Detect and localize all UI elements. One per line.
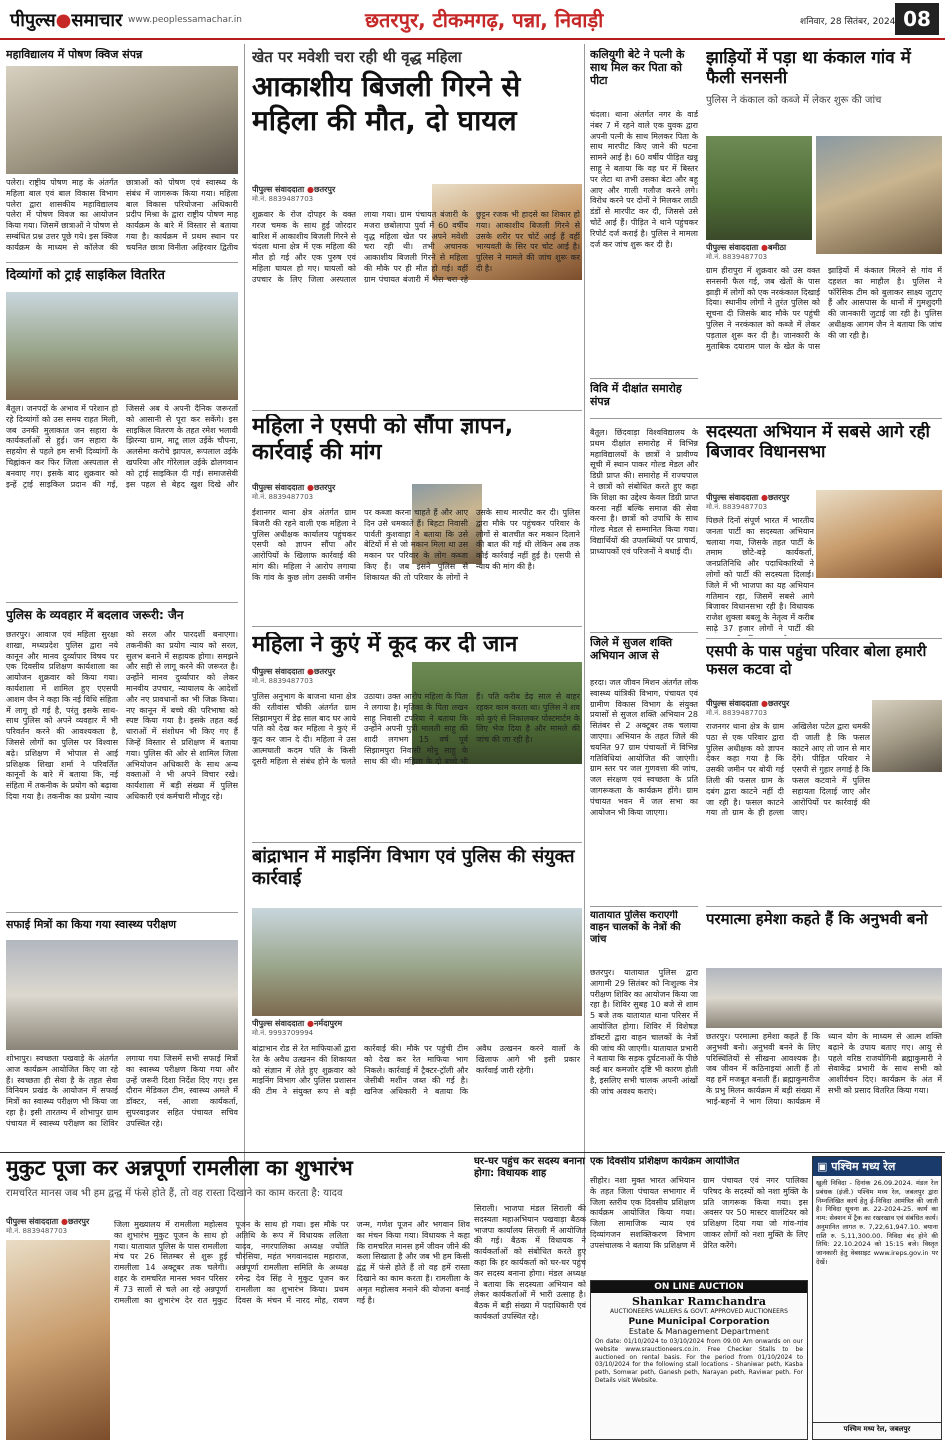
section-divider <box>6 262 238 263</box>
location-pin-icon: ● <box>306 667 314 676</box>
article-body <box>590 110 698 370</box>
body-text: समझने और सही से लागू करने की जरूरत है। उन्होंने मानव दुर्व्यापार को लेकर मानवीय उपचार, न्यायालय के आदेशों और नए प्रावधानों का भी जिक्र किया। नए कानून में बच्चे की परिभाषा को स्पष्ट किया गया है। इसके तहत कई धाराओं में संशोधन भी किए गए हैं जिन्हें विस्तार से प्रशिक्षण में बताया गया। पुलिस की ओर से शामिल जिला अभियोजन अधिकारी के साथ अन्य वक्ताओं ने भी अपने विचार रखे। कार्यशाला में बड़ी संख्या में पुलिस अधिकारी एवं कर्मचारी मौजूद रहे। <box>126 651 238 801</box>
location-pin-icon: ● <box>60 1217 68 1226</box>
headline-text: कलियुगी बेटे ने पत्नी के साथ मिल कर पिता को पीटा <box>590 48 685 88</box>
body-text: चंदला। थाना अंतर्गत नगर के वार्ड नंबर 7 में रहने वाले एक युवक द्वारा अपनी पत्नी के साथ मिलकर पिता के साथ मारपीट किए जाने की घटना सामने आई है। 60 वर्षीय पीड़ित खन्नू साहू ने बताया कि वह घर में बिस्तर पर लेटा था तभी उसका बेटा और बहू आए और गाली गलौज करने लगे। विरोध करने पर दोनों ने मिलकर लाठी डंडों से मारपीट कर दी, जिससे उसे चोटें आई हैं। पीड़ित ने थाने पहुंचकर रिपोर्ट दर्ज कराई है। पुलिस ने मामला दर्ज कर जांच शुरू कर दी है। <box>590 110 698 249</box>
article-headline <box>6 268 240 288</box>
bushes-photo <box>706 136 812 240</box>
byline-mobile: मो.नं. 9993709994 <box>252 1029 314 1037</box>
location-pin-icon: ● <box>306 483 314 492</box>
rail-ad-footer: पश्चिम मध्य रेल, जबलपुर <box>813 1422 941 1434</box>
ad-subtitle: AUCTIONEERS VALUERS & GOVT. APPROVED AUCTIONEERS <box>610 1308 788 1315</box>
location-pin-icon: ● <box>760 493 768 502</box>
body-text: जिला मुख्यालय में रामलीला महोत्सव का शुभारंभ मुकुट पूजन के साथ हो गया। यातायात पुलिस के पास रामलीला मंच पर 26 सितम्बर से शुरू हुई रामलीला 14 अक्टूबर तक चलेगी। शहर के रामचरित मानस भवन परिसर में 73 सालों से चले आ रहे अन्नपूर्णा रामलीला का शुभारंभ देर रात मुकुट पूजन के साथ हो गया। इस मौके पर अतिथि के रूप में विधायक ललिता यादव, नगरपालिका अध्यक्ष ज्योति चौरसिया, महंत भगवानदास महाराज, अन्नपूर्णा रामलीला समिति के अध्यक्ष रमेन्द्र देव सिंह ने मुकुट पूजन कर रामलीला का शुभारंभ किया। प्रथम दिवस के मंचन में नारद मोह, रावण जन्म, गणेश पूजन और भगवान शिव का मंचन किया गया। विधायक ने कहा कि रामचरित मानस हमें जीवन जीने की कला सिखाता है और जब भी हम किसी द्वंद्व में फंसे होते हैं तो वह हमें रास्ता दिखाने का काम करता है। रामलीला के अमृत महोत्सव मनाने की योजना बनाई गई है। <box>114 1220 470 1305</box>
article-body <box>6 630 238 910</box>
byline <box>706 492 816 514</box>
byline-mobile: मो.नं. 8839487703 <box>706 709 768 717</box>
train-icon: ▣ <box>817 1160 828 1173</box>
article-body <box>590 678 698 898</box>
article-headline <box>6 1156 470 1216</box>
article-headline <box>474 1156 586 1202</box>
byline-place: छतरपुर <box>313 483 336 492</box>
section-divider <box>252 842 582 843</box>
region-title: छतरपुर, टीकमगढ़, पन्ना, निवाड़ी <box>365 8 604 32</box>
section-divider <box>706 638 942 639</box>
article-body <box>114 1220 470 1440</box>
ramlila-photo <box>6 1240 110 1440</box>
ad-client: Pune Municipal Corporation <box>628 1317 770 1327</box>
article-body <box>6 178 238 256</box>
byline-mobile: मो.नं. 8839487703 <box>252 677 314 685</box>
column-divider <box>244 44 245 1269</box>
byline-name: पीपुल्स संवाददाता <box>252 667 305 676</box>
page-number: 08 <box>895 3 939 35</box>
website-link[interactable]: www.peoplessamachar.in <box>128 15 242 25</box>
headline-text: विवि में दीक्षांत समारोह संपन्न <box>590 382 682 409</box>
rail-ad-header <box>813 1157 941 1176</box>
byline-name: पीपुल्स संवाददाता <box>252 1019 305 1028</box>
byline <box>252 482 432 504</box>
subheadline-text: पुलिस ने कंकाल को कब्जे में लेकर शुरू की जांच <box>706 94 882 106</box>
article-body <box>252 692 580 840</box>
article-headline <box>6 608 240 628</box>
gathering-photo <box>706 968 942 1028</box>
article-headline <box>252 846 580 906</box>
byline-mobile: मो.नं. 8839487703 <box>6 1227 68 1235</box>
article-body <box>590 968 698 1148</box>
article-headline <box>590 1156 808 1174</box>
rail-ad-text: खुली निविदा - दिनांक 26.09.2024. मंडल रेल प्रबंधक (इंजी.) पश्चिम मध्य रेल, जबलपुर द्वारा निम्नलिखित कार्य हेतु ई-निविदा आमंत्रित की जाती है। निविदा सूचना क्र. 22-2024-25. कार्य का नाम: सेक्शन में ट्रैक का रखरखाव एवं संबंधित कार्य। अनुमानित लागत रु. 7,22,61,947.10. बयाना राशि रु. 5,11,300.00. निविदा बंद होने की तिथि: 22.10.2024 को 15:15 बजे। विस्तृत जानकारी हेतु वेबसाइट www.ireps.gov.in पर देखें। <box>816 1179 938 1266</box>
article-headline <box>590 48 698 108</box>
body-text: छतरपुर। आवाज एवं महिला सुरक्षा शाखा, मध्यप्रदेश पुलिस द्वारा नये कानून और मानव दुर्व्यापार विषय पर एक दिवसीय प्रशिक्षण कार्यशाला का आयोजन शुक्रवार को किया गया। कार्यशाला में शामिल हुए एएसपी आशम जैन ने कहा कि नई विधि संहिता में लागू हो गई है, परंतु इसके साथ-साथ पुलिस को अपने व्यवहार में भी परिवर्तन करने की आवश्यकता है, जिससे लोगों का पुलिस पर विश्वास बढ़े। प्रशिक्षण में भोपाल से आई प्रशिक्षक शिखा शर्मा ने परिवर्तित कानूनों के बारे में बताया कि, नई संहिता में तकनीक के प्रयोग को बढ़ावा दिया गया है। तकनीक का प्रयोग न्याय को सरल और पारदर्शी बनाएगा। तकनीकी का प्रयोग न्याय को सरल, सुलभ बनाने में सहायक होगा। <box>6 630 238 801</box>
body-text: बैतूल। जनपदों के अभाव में परेशान हो रहे दिव्यांगों को उस समय राहत मिली, जब उनकी मुलाकात जन सहारा के कार्यकर्ताओं से हुई। जन सहारा के सहयोग से पहले हम सभी दिव्यांगों के चिह्नांकन कर फिर जिला अस्पताल से बनवाए गए। इसके बाद शुक्रवार को इन्हें ट्राई साइकिल प्रदान की गई, जिससे अब ये अपनी दैनिक जरूरतों को <box>6 404 238 489</box>
article-headline <box>706 910 942 966</box>
headline-text: महिला ने कुएं में कूद कर दी जान <box>252 632 518 657</box>
location-pin-icon: ● <box>306 1019 314 1028</box>
byline-place: छतरपुर <box>767 699 790 708</box>
railway-tender-ad[interactable] <box>812 1156 942 1440</box>
section-divider <box>252 410 582 411</box>
article-body <box>706 722 870 906</box>
column-divider <box>584 44 585 1269</box>
byline <box>706 698 816 720</box>
headline-text: झाड़ियों में पड़ा था कंकाल गांव में फैली सनसनी <box>706 48 911 89</box>
health-camp-photo <box>6 940 238 1050</box>
body-text: ग्राम हीरापुरा में शुक्रवार को उस वक्त सनसनी फैल गई, जब खेतों के पास झाड़ी में लोगों को एक नरकंकाल दिखाई दिया। स्थानीय लोगों ने तुरंत पुलिस को सूचना दी जिसके बाद मौके पर पहुंची पुलिस ने नरकंकाल को कब्जे में लेकर पड़ताल शुरू कर दी है। जानकारी के मुताबिक दयाराम पाल के खेत के पास झाड़ियों में कंकाल मिलने से गांव में दहशत का माहौल है। पुलिस ने फॉरेंसिक टीम को बुलाकर साक्ष्य जुटाए हैं और आसपास के थानों में गुमशुदगी की जानकारी जुटाई जा रही है। पुलिस अधीक्षक आगम जैन ने बताया कि जांच की जा रही है। <box>706 266 942 351</box>
byline-place: छतरपुर <box>313 667 336 676</box>
tricycle-photo <box>6 292 238 400</box>
byline-name: पीपुल्स संवाददाता <box>6 1217 59 1226</box>
family-photo <box>872 700 942 772</box>
headline-text: सफाई मित्रों का किया गया स्वास्थ्य परीक्षण <box>6 918 177 931</box>
logo-text-a: पीपुल्स <box>10 10 56 31</box>
auction-advertisement[interactable] <box>590 1280 808 1440</box>
article-body <box>706 266 942 414</box>
body-text: सीहोर। नशा मुक्त भारत अभियान के तहत जिला पंचायत सभागार में जिला स्तरीय एक दिवसीय प्रशिक्षण कार्यक्रम आयोजित किया गया। जिला सामाजिक न्याय एवं दिव्यांगजन सशक्तिकरण विभाग उपसंचालक ने बताया कि प्रशिक्षण में ग्राम पंचायत एवं नगर पालिका परिषद के सदस्यों को नशा मुक्ति के प्रति जागरूक किया गया। इस अवसर पर 50 मास्टर वालंटियर को प्रशिक्षण दिया गया जो गांव-गांव जाकर लोगों को नशा मुक्ति के लिए प्रेरित करेंगे। <box>590 1176 808 1250</box>
headline-text: महिला ने एसपी को सौंपा ज्ञापन, कार्रवाई की मांग <box>252 414 514 466</box>
section-divider <box>590 906 698 907</box>
body-text: बैतूल। छिंदवाड़ा विश्वविद्यालय के प्रथम दीक्षांत समारोह में विभिन्न महाविद्यालयों के छात्रों ने प्रावीण्य सूची में स्थान पाकर गोल्ड मेडल और डिग्री प्राप्त की। समारोह में राज्यपाल ने छात्रों को संबोधित करते हुए कहा कि शिक्षा का उद्देश्य केवल डिग्री प्राप्त करना नहीं बल्कि समाज की सेवा करना है। छात्रों को उपाधि के साथ गोल्ड मेडल से सम्मानित किया गया। विद्यार्थियों की उपलब्धियों पर प्राचार्य, प्राध्यापकों एवं परिजनों ने बधाई दी। <box>590 428 698 556</box>
ad-dept: Estate & Management Department <box>628 1327 770 1336</box>
article-body <box>6 1054 238 1146</box>
police-inspection-photo <box>816 136 942 254</box>
headline-text: मुकुट पूजा कर अन्नपूर्णा रामलीला का शुभारंभ <box>6 1156 353 1180</box>
body-text: राजनगर थाना क्षेत्र के ग्राम पठा से एक परिवार द्वारा पुलिस अधीक्षक को ज्ञापन देकर कहा गया है कि उसकी जमीन पर बोयी गई तिली की फसल ग्राम के दबंग द्वारा काटने नहीं दी जा रही है। फसल काटने गया तो ग्राम के ही हल्ला अखिलेश पटेल द्वारा धमकी दी जाती है कि फसल काटने आए तो जान से मार देंगे। पीड़ित परिवार ने एसपी से गुहार लगाई है कि फसल कटवाने में पुलिस सहायता दिलाई जाए और आरोपियों पर कार्रवाई की जाए। <box>706 722 870 818</box>
headline-text: पुलिस के व्यवहार में बदलाव जरूरी: जैन <box>6 608 184 622</box>
article-body <box>252 508 580 618</box>
article-body <box>590 428 698 628</box>
body-text: सिराली। भाजपा मंडल सिराली की सदस्यता महाअभियान पखवाड़ा बैठक भाजपा कार्यालय सिराली में आयोजित की गई। बैठक में विधायक ने कार्यकर्ताओं को संबोधित करते हुए कहा कि हर कार्यकर्ता को घर-घर पहुंच कर सदस्य बनाना होगा। मंडल अध्यक्ष ने बताया कि सदस्यता अभियान को लेकर कार्यकर्ताओं में भारी उत्साह है। बैठक में बड़ी संख्या में पदाधिकारी एवं कार्यकर्ता उपस्थित रहे। <box>474 1204 586 1321</box>
byline-name: पीपुल्स संवाददाता <box>706 699 759 708</box>
body-text: पुलिस अनुभाग के बाजना थाना क्षेत्र की रतीवांस चौकी अंतर्गत ग्राम सिझामपुरा में डेढ़ साल बाद घर आये पति को देख कर महिला ने कुएं में कूद कर जान दे दी। महिला ने उस आत्मघाती कदम पति के किसी दूसरी महिला से संबंध होने के चलते उठाया। उक्त आरोप महिला के पिता ने लगाया है। मृतिका के पिता लखन साहू निवासी टपरिया ने बताया कि उन्होंने अपनी पुत्री मालती साहू की शादी लगभग 15 वर्ष पूर्व सिझामपुरा निवासी मोनू साहू के साथ की थी। महिला के दो बच्चे भी हैं। पति करीब डेढ़ साल से बाहर रहकर काम करता था। पुलिस ने शव को कुएं से निकालकर पोस्टमार्टम के लिए भेज दिया है और मामले की जांच की जा रही है। <box>252 692 580 766</box>
headline-text: यातायात पुलिस कराएगी वाहन चालकों के नेत्रों की जांच <box>590 910 681 945</box>
article-headline <box>706 48 942 134</box>
section-divider <box>706 906 942 907</box>
byline-name: पीपुल्स संवाददाता <box>706 243 759 252</box>
article-headline <box>706 642 942 696</box>
article-body <box>252 210 580 400</box>
newspaper-logo[interactable] <box>10 8 122 32</box>
article-headline <box>252 632 580 662</box>
byline-place: छतरपुर <box>313 185 336 194</box>
byline-mobile: मो.नं. 8839487703 <box>706 503 768 511</box>
section-divider <box>6 912 238 913</box>
section-divider <box>252 626 582 627</box>
body-text: छतरपुर। यातायात पुलिस द्वारा आगामी 29 सितंबर को निःशुल्क नेत्र परीक्षण शिविर का आयोजन किया जा रहा है। शिविर सुबह 10 बजे से शाम 5 बजे तक यातायात थाना परिसर में आयोजित होगा। शिविर में विशेषज्ञ डॉक्टरों द्वारा वाहन चालकों के नेत्रों की जांच की जाएगी। यातायात प्रभारी ने बताया कि सड़क दुर्घटनाओं के पीछे कई बार कमजोर दृष्टि भी कारण होती है, इसलिए सभी चालक अपनी आंखों की जांच अवश्य कराएं। <box>590 968 698 1096</box>
headline-text: आकाशीय बिजली गिरने से महिला की मौत, दो घायल <box>252 70 521 137</box>
byline-name: पीपुल्स संवाददाता <box>706 493 759 502</box>
body-text: पिछले दिनों संपूर्ण भारत में भारतीय जनता पार्टी का सदस्यता अभियान चलाया गया, जिसके तहत पार्टी के तमाम छोटे-बड़े कार्यकर्ता, जनप्रतिनिधि और पदाधिकारियों ने लोगों को पार्टी की सदस्यता दिलाई। जिले में भी भाजपा का यह अभियान गतिमान रहा, जिसमें सबसे आगे बिजावर विधानसभा रही है। विधायक राजेश शुक्ला बबलू के नेतृत्व में करीब साढ़े 37 हजार लोगों ने पार्टी की <box>706 516 814 633</box>
membership-photo <box>816 490 942 578</box>
kicker-text: खेत पर मवेशी चरा रही थी वृद्ध महिला <box>252 48 462 66</box>
location-pin-icon: ● <box>306 185 314 194</box>
body-text: हरदा। जल जीवन मिशन अंतर्गत लोक स्वास्थ्य यांत्रिकी विभाग, पंचायत एवं ग्रामीण विकास विभाग के संयुक्त प्रयासों से सुजल शक्ति अभियान 28 सितंबर से 2 अक्टूबर तक चलाया जाएगा। अभियान के तहत जिले की चयनित 97 ग्राम पंचायतों में विभिन्न गतिविधियां आयोजित की जाएंगी। ग्राम स्तर पर जल गुणवत्ता की जांच, जल संरक्षण एवं स्वच्छता के प्रति जागरूकता के कार्यक्रम होंगे। ग्राम पंचायत भवन में जल सभा का आयोजन भी किया जाएगा। <box>590 678 698 817</box>
subheadline-text: रामचरित मानस जब भी हम द्वन्द्व में फंसे होते हैं, तो वह रास्ता दिखाने का काम करता है: यादव <box>6 1188 343 1200</box>
article-body <box>706 1032 942 1148</box>
byline-place: बमीठा <box>767 243 787 252</box>
body-text: बांद्राभान रोड से रेत माफियाओं द्वारा रेत के अवैध उत्खनन की शिकायत को संज्ञान में लेते हुए शुक्रवार को माइनिंग विभाग और पुलिस प्रशासन की टीम ने संयुक्त रूप से बड़ी कार्रवाई की। मौके पर पहुंची टीम को देख कर रेत माफिया भाग निकले। कार्रवाई में ट्रैक्टर-ट्रॉली और जेसीबी मशीन जब्त की गई है। खनिज अधिकारी ने बताया कि अवैध उत्खनन करने वालों के खिलाफ आगे भी इसी प्रकार कार्रवाई जारी रहेगी। <box>252 1044 580 1097</box>
body-text: ईशानगर थाना क्षेत्र अंतर्गत ग्राम बिजरी की रहने वाली एक महिला ने पुलिस अधीक्षक कार्यालय पहुंचकर एसपी को ज्ञापन सौंपा और आरोपियों के खिलाफ कार्रवाई की मांग की। महिला ने आरोप लगाया कि गांव के कुछ लोग उसकी जमीन पर कब्जा करना चाहते हैं और आए दिन उसे धमकाते हैं। बिहटा निवासी पार्वती कुशवाहा ने बताया कि उसे बेटियों में से जो मकान मिला था उस मकान पर परिवार के लोग कब्जा किए हैं। जब इसने पुलिस से शिकायत की तो परिवार के लोगों ने उसके साथ मारपीट कर दी। पुलिस द्वारा मौके पर पहुंचकर परिवार के लोगों से बातचीत कर मकान दिलाने की बात की गई थी लेकिन अब तक कोई कार्रवाई नहीं हुई है। एसपी से न्याय की मांग की है। <box>252 508 580 582</box>
issue-date: शनिवार, 28 सितंबर, 2024 <box>800 17 896 27</box>
byline-name: पीपुल्स संवाददाता <box>252 483 305 492</box>
byline-place: नर्मदापुरम <box>313 1019 343 1028</box>
body-text: छतरपुर। परमात्मा हमेशा कहते हैं कि अनुभवी बनो। अनुभवी बनने के लिए परिस्थितियों से सीखना आवश्यक है। जब जीवन में कठिनाइयां आती हैं तो वह हमें मजबूत बनाती हैं। ब्रह्माकुमारीज के प्रभु मिलन कार्यक्रम में बड़ी संख्या में भाई-बहनों ने भाग लिया। कार्यक्रम में ध्यान योग के माध्यम से आत्म शक्ति बढ़ाने के उपाय बताए गए। आयु से पहले वरिष्ठ राजयोगिनी ब्रह्माकुमारी ने सेवाकेंद्र प्रभारी के साथ सभी को आशीर्वचन दिए। कार्यक्रम के अंत में सभी को प्रसाद वितरित किया गया। <box>706 1032 942 1106</box>
article-body <box>706 516 814 636</box>
headline-text: बांद्राभान में माइनिंग विभाग एवं पुलिस की संयुक्त कार्रवाई <box>252 846 575 889</box>
logo-text-b: समाचार <box>71 10 123 31</box>
article-headline <box>706 422 942 488</box>
mining-action-photo <box>252 908 582 1016</box>
byline-name: पीपुल्स संवाददाता <box>252 185 305 194</box>
byline-place: छतरपुर <box>67 1217 90 1226</box>
headline-text: दिव्यांगों को ट्राई साइकिल वितरित <box>6 268 165 283</box>
ad-text: On date: 01/10/2024 to 03/10/2024 from 09.00 Am onwards on our website www.srauctioneers.co.in. Free Checker Stalls to be auctioned on rental basis. For the period from 01/10/2024 to 03/10/2024 for the following stall locations - Shaniwar peth, Kasba peth, Somwar peth, Ganesh peth, Narayan peth, Raviwar peth. For Details visit Website. <box>595 1338 803 1384</box>
byline-mobile: मो.नं. 8839487703 <box>252 493 314 501</box>
masthead <box>0 0 945 40</box>
section-divider <box>6 602 238 603</box>
article-body <box>474 1204 586 1440</box>
event-photo <box>6 66 238 174</box>
section-divider <box>590 632 698 633</box>
article-body <box>6 404 238 498</box>
ad-company: Shankar Ramchandra <box>631 1295 767 1308</box>
logo-dot-icon: ● <box>55 10 72 31</box>
byline <box>252 184 432 206</box>
article-headline <box>590 382 698 428</box>
body-text: पलेरा। राष्ट्रीय पोषण माह के अंतर्गत महिला बाल एवं बाल विकास विभाग पलेरा द्वारा शासकीय महाविद्यालय पलेरा में पोषण विवज का आयोजन किया गया। जिसमें छात्राओं ने पोषण से सम्बंधित प्रश्न उत्तर पूछे गये। इस क्विज कार्यक्रम के माध्यम से कॉलेज की छात्राओं को पोषण एवं स्वास्थ्य के संबंध में जागरूक किया गया। महिला बाल विकास परियोजना अधिकारी प्रदीप मिश्रा के द्वारा राष्ट्रीय पोषण माह कार्यक्रम के बारे में विस्तार से बताया गया है। <box>6 178 238 252</box>
headline-text: परमात्मा हमेशा कहते हैं कि अनुभवी बनो <box>706 910 928 928</box>
section-divider <box>590 418 942 419</box>
body-text: शिविर लगाया गया जिसमें सभी सफाई मित्रों का स्वास्थ्य परीक्षण किया गया और उन्हें जरूरी दिशा निर्देश दिए गए। इस दौरान मेडिकल टीम, स्वास्थ्य अमले में डॉक्टर, नर्स, आशा कार्यकर्ता, सुपरवाइजर सहित पंचायत सचिव उपस्थित रहे। <box>100 1054 238 1128</box>
body-text: शोभापुर। स्वच्छता पखवाड़े के अंतर्गत आज कार्यक्रम आयोजित किए जा रहे हैं। स्वच्छता ही सेवा है के तहत सेवा विनियम प्रखंड के आयोजन में सफाई मित्रों का स्वास्थ्य परीक्षण भी किया जा रहा है। इसी तारतम्य में शोभापुर ग्राम पंचायत में स्वास्थ्य परीक्षण का <box>6 1054 118 1128</box>
headline-text: एसपी के पास पहुंचा परिवार बोला हमारी फसल कटवा दो <box>706 642 927 678</box>
byline <box>706 242 816 264</box>
body-text: शुक्रवार के रोज दोपहर के वक्त गरज चमक के साथ हुई जोरदार बारिश में आकाशीय बिजली गिरने से चंदला थाना क्षेत्र में एक महिला की मौत हो गई और एक पुरुष एवं महिला घायल हो गए। घायलों को उपचार के लिए जिला अस्पताल लाया गया। ग्राम पंचायत बंजारी के मजरा छबोलापा पुर्वा में 60 वर्षीय वृद्ध महिला खेत पर अपने मवेशी चरा रही थी। तभी अचानक आकाशीय बिजली गिरने से महिला की मौके पर ही मौत हो गई। वहीं ग्राम पंचायत बंजारी में भैस चरा रहे छुट्टन रजक भी हादसे का शिकार हो गया। आकाशीय बिजली गिरने से उसके शरीर पर चोटें आई हैं वहीं भाग्यवती के सिर पर चोट आई है। पुलिस ने मामले की जांच शुरू कर दी है। <box>252 210 580 284</box>
article-headline <box>6 48 240 64</box>
article-body <box>590 1176 808 1274</box>
byline-place: छतरपुर <box>767 493 790 502</box>
article-headline <box>252 414 580 484</box>
article-headline <box>6 918 240 936</box>
headline-text: एक दिवसीय प्रशिक्षण कार्यक्रम आयोजित <box>590 1156 740 1167</box>
ad-title: ON LINE AUCTION <box>591 1281 807 1293</box>
headline-text: सदस्यता अभियान में सबसे आगे रही बिजावर विधानसभा <box>706 422 930 463</box>
body-text: कार्यक्रम में प्रथम स्थान पर चयनित छात्रा विनीता अहिरवार द्वितीय <box>126 231 238 252</box>
byline-mobile: मो.नं. 8839487703 <box>706 253 768 261</box>
headline-text: महाविद्यालय में पोषण क्विज संपन्न <box>6 48 143 61</box>
article-body <box>252 1044 580 1148</box>
rail-ad-title: पश्चिम मध्य रेल <box>831 1160 896 1173</box>
article-block <box>252 48 580 198</box>
article-headline <box>590 636 698 678</box>
headline-text: घर-घर पहुंच कर सदस्य बनाना होगा: विधायक शाह <box>474 1156 585 1179</box>
section-divider <box>590 378 698 379</box>
article-headline <box>590 910 698 968</box>
location-pin-icon: ● <box>760 243 768 252</box>
byline <box>252 1018 432 1040</box>
section-divider <box>0 1152 945 1153</box>
byline-mobile: मो.नं. 8839487703 <box>252 195 314 203</box>
body-text: आसानी से पूरा कर सकेंगे। इस साइकिल वितरण के तहत रमेश भलावी झिरन्या ग्राम, माटू लाल उईके चौपना, अलसेमा करोचे झापल, रूपलाल उईके खपरिया और गोरेलाल उईके ढोलगवान को ट्राई साइकिल दी गई। समाजसेवी इस पहल से बेहद खुश दिखे और <box>126 414 238 489</box>
location-pin-icon: ● <box>760 699 768 708</box>
headline-text: जिले में सुजल शक्ति अभियान आज से <box>590 636 673 663</box>
